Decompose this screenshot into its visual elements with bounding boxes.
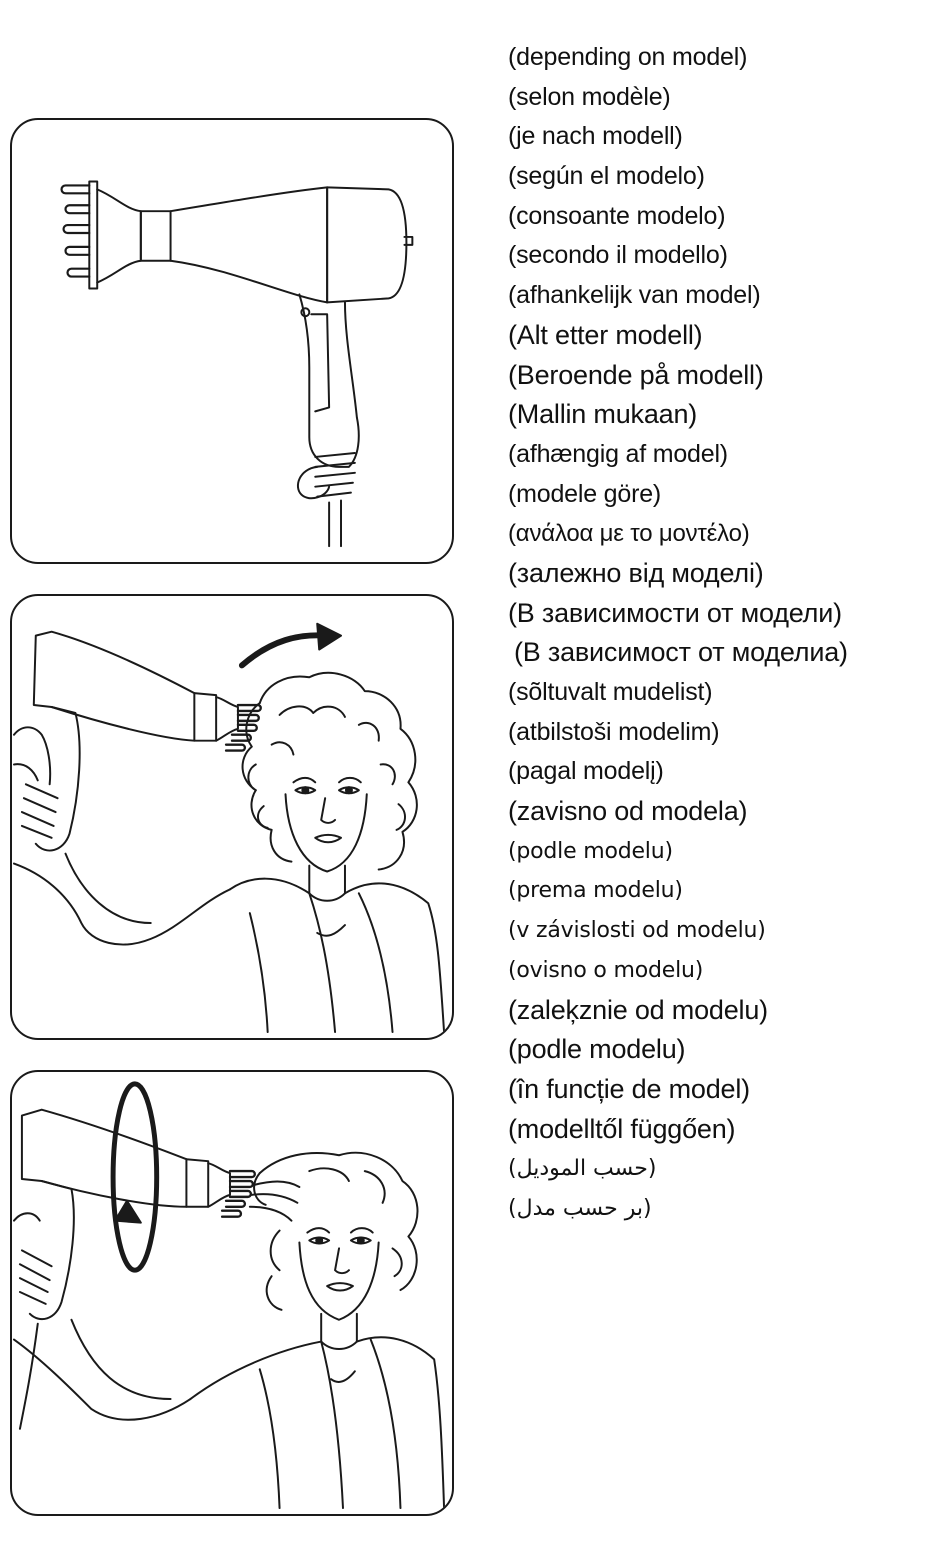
caption-el: (ανάλοα με το μοντέλο) <box>508 520 750 548</box>
caption-ru: (В зависимости от модели) <box>508 597 842 628</box>
caption-pt: (consoante modelo) <box>508 201 726 230</box>
caption-da: (afhængig af model) <box>508 439 728 468</box>
hairdryer-with-diffuser-icon <box>12 120 452 562</box>
caption-it: (secondo il modello) <box>508 241 728 270</box>
caption-en: (depending on model) <box>508 43 748 71</box>
figure-panel-2 <box>10 594 454 1040</box>
caption-es: (según el modelo) <box>508 162 705 191</box>
diffuser-circular-motion-icon <box>12 1072 452 1514</box>
caption-sr: (zavisno od modela) <box>508 796 748 827</box>
caption-nl: (afhankelijk van model) <box>508 281 761 310</box>
caption-ro: (în funcție de model) <box>508 1073 750 1104</box>
caption-no: (Alt etter modell) <box>508 319 703 350</box>
caption-sv: (Beroende på modell) <box>508 359 764 390</box>
caption-pl: (zaleķznie od modelu) <box>508 994 768 1025</box>
caption-lt: (pagal modelį) <box>508 757 664 786</box>
caption-cs: (podle modelu) <box>508 838 673 864</box>
caption-sl: (podle modelu) <box>508 1034 686 1065</box>
caption-lv: (atbilstoši modelim) <box>508 717 720 746</box>
caption-hr-1: (prema modelu) <box>508 878 683 904</box>
model-dependency-captions <box>508 38 948 1229</box>
caption-tr: (modele göre) <box>508 479 662 508</box>
caption-hu: (modelltől függően) <box>508 1113 736 1144</box>
figure-panel-3 <box>10 1070 454 1516</box>
diffuser-fingers <box>62 185 90 276</box>
caption-fr: (selon modèle) <box>508 82 671 111</box>
caption-de: (je nach modell) <box>508 122 683 151</box>
figure-panel-1 <box>10 118 454 564</box>
caption-et: (sõltuvalt mudelist) <box>508 678 713 706</box>
caption-hr-2: (ovisno o modelu) <box>508 957 704 983</box>
caption-sk: (v závislosti od modelu) <box>508 918 766 944</box>
caption-fa: (بر حسب مدل) <box>508 1195 652 1221</box>
caption-uk: (залежно від моделі) <box>508 557 764 588</box>
grip-ribs <box>315 453 355 497</box>
caption-ar: (حسب الموديل) <box>508 1156 657 1182</box>
caption-bg: (В зависимост от моделиа) <box>514 637 848 668</box>
caption-fi: (Mallin mukaan) <box>508 399 698 430</box>
woman-drying-hair-with-diffuser-icon <box>12 596 452 1038</box>
